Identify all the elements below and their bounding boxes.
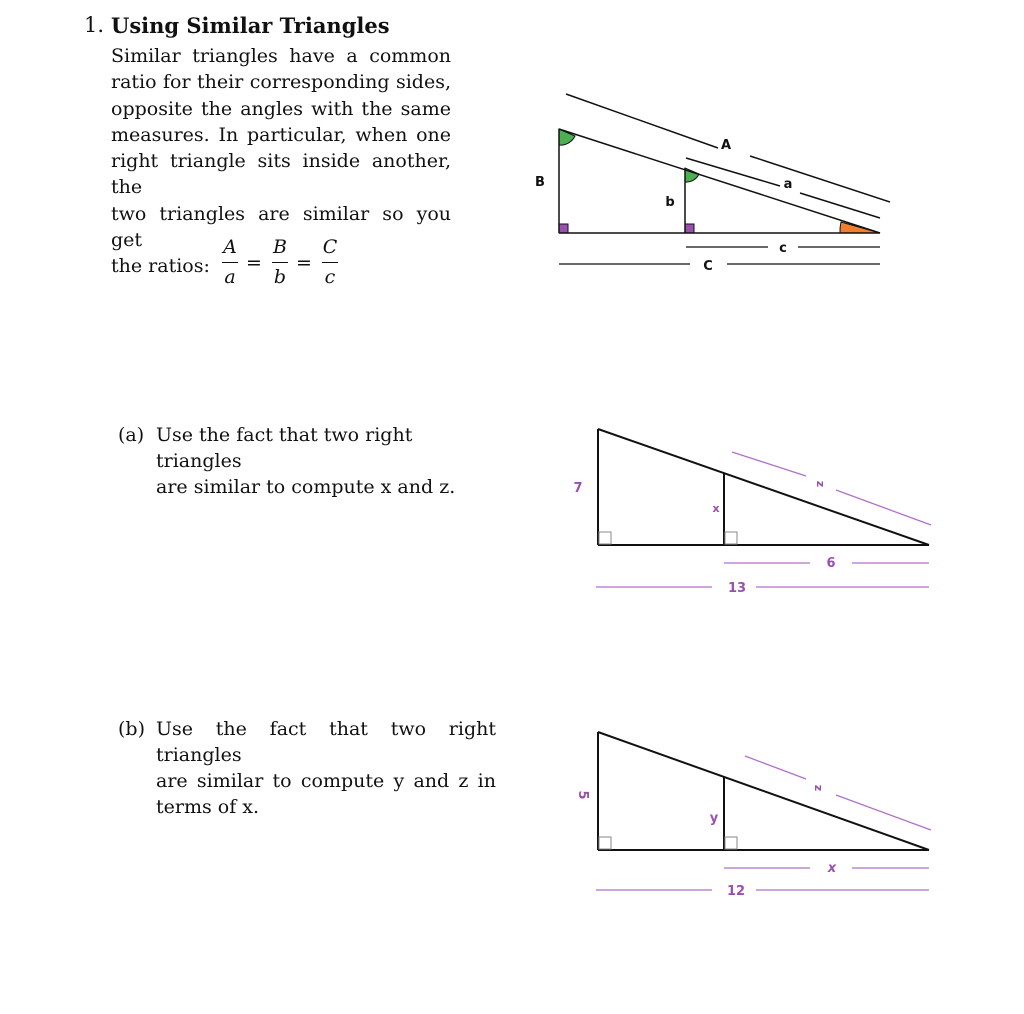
ratio-den-b: b [273,266,287,288]
part-b-label-12: 12 [726,884,746,899]
label-b: b [665,195,675,210]
problem-title: Using Similar Triangles [111,13,390,38]
equals-sign: = [296,252,312,274]
intro-line: the ratios: [111,255,210,278]
part-a-label: (a) [118,424,145,446]
part-a-label-7: 7 [573,481,583,496]
part-b-line: terms of x. [156,796,260,818]
part-b-right-angle [725,837,737,849]
part-a-label-z: z [814,480,827,488]
label-c: c [779,241,787,256]
part-b-z-line [745,756,806,779]
label-C: C [703,259,713,274]
part-b-label-y: y [709,811,719,826]
intro-line: ratio for their corresponding sides, [111,71,451,94]
part-a-label-9: 9 [826,553,836,568]
part-a-line: are similar to compute x and z. [156,476,456,498]
part-b-label-5: 5 [575,790,590,800]
part-b-right-angle [599,837,611,849]
ratio-num-B: B [273,236,287,258]
ratio-num-C: C [322,236,338,258]
label-B: B [535,175,545,190]
part-a-line: Use the fact that two right triangles [156,424,413,472]
part-b-label-x: x [827,861,837,876]
ratio-den-a: a [224,266,236,288]
intro-line: measures. In particular, when one [111,123,451,146]
label-A: A [720,138,732,153]
part-b-label: (b) [118,718,145,740]
intro-line: right triangle sits inside another, the [111,150,451,199]
part-b-line: Use the fact that two right triangles [156,718,496,766]
intro-line: Similar triangles have a common [111,45,451,67]
intro-line: opposite the angles with the same [111,97,451,120]
part-b-hypotenuse [598,732,929,850]
part-b-line: are similar to compute y and z in [156,770,496,792]
part-b-label-z: z [812,784,825,792]
intro-line: two triangles are similar so you get [111,202,451,252]
problem-number: 1. [84,13,105,37]
part-a-label-13: 13 [727,581,747,596]
label-a: a [783,177,793,192]
ratio-num-A: A [223,236,237,258]
part-b-z-line [836,795,931,830]
ratio-den-c: c [324,266,336,288]
equals-sign: = [246,252,262,274]
part-a-label-x: x [712,502,720,515]
